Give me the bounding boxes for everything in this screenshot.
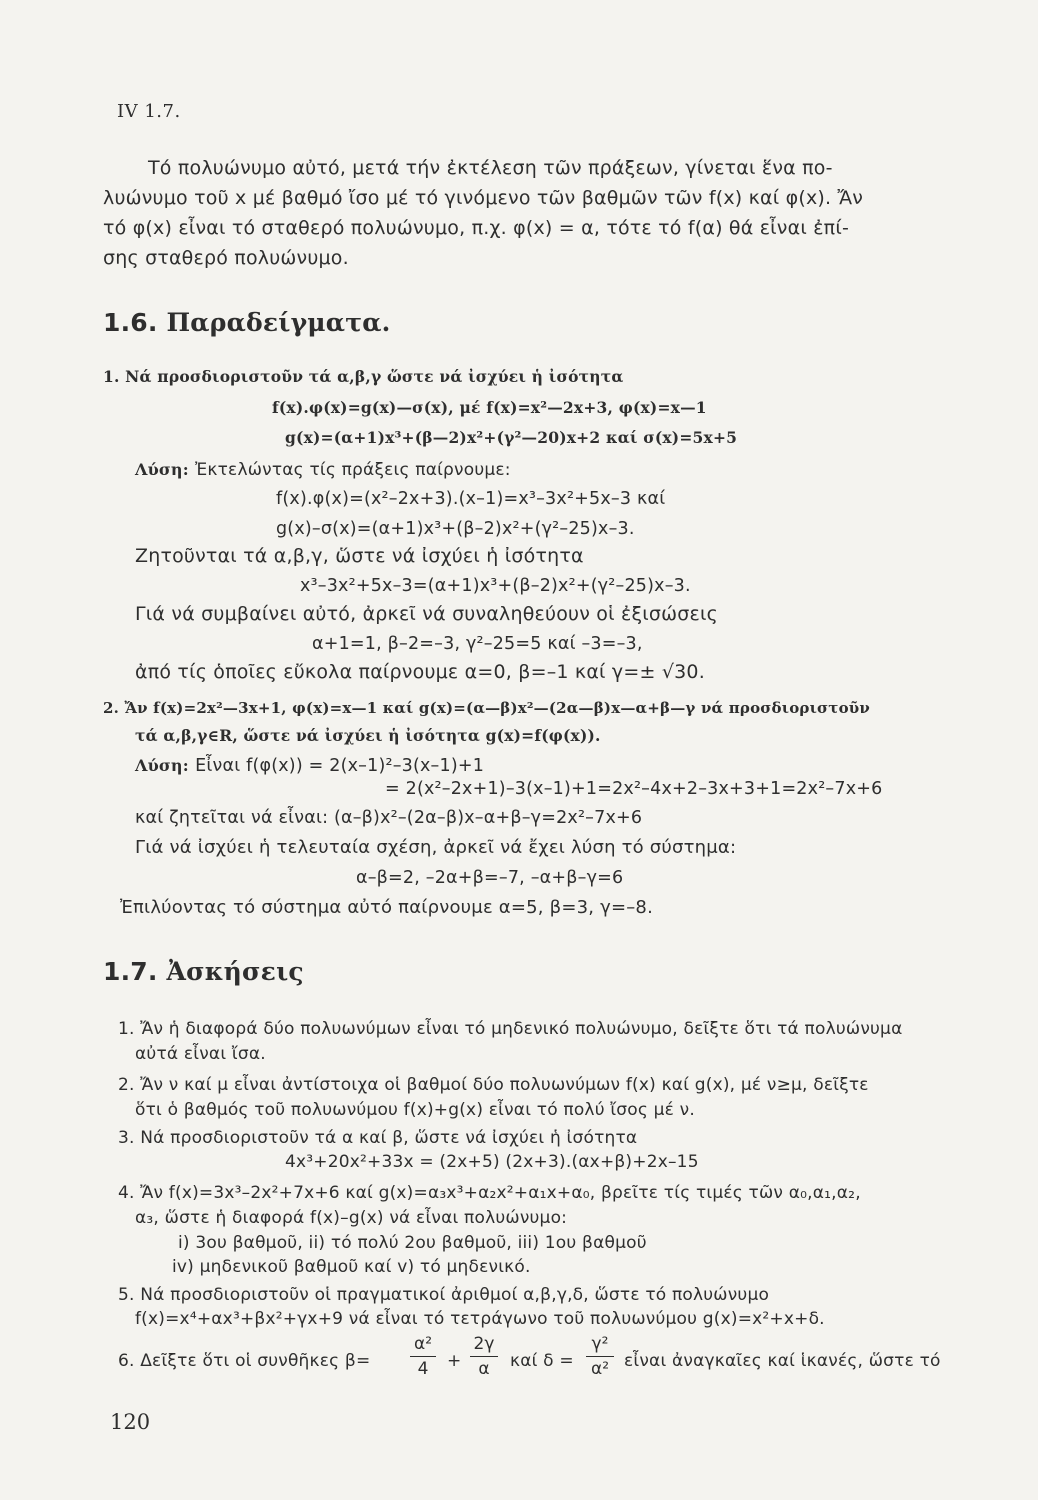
example-2-result: Ἐπιλύοντας τό σύστημα αὐτό παίρνουμε α=5, β=3, γ=–8. (120, 897, 654, 918)
fraction-alpha-squared-over-4 (410, 1334, 436, 1379)
solution-text: Εἶναι f(φ(x)) = 2(x–1)²–3(x–1)+1 (195, 756, 485, 776)
example-1-solution (135, 457, 511, 482)
example-1-identity: x³–3x²+5x–3=(α+1)x³+(β–2)x²+(γ²–25)x–3. (300, 576, 691, 596)
example-1-result: ἀπό τίς ὁποῖες εὔκολα παίρνουμε α=0, β=–1 καί γ=± √30. (135, 661, 705, 683)
exercise-4-line-1: 4. Ἄν f(x)=3x³–2x²+7x+6 καί g(x)=α₃x³+α₂x²+α₁x+α₀, βρεῖτε τίς τιμές τῶν α₀,α₁,α₂, (118, 1183, 861, 1203)
exercise-3-identity: 4x³+20x²+33x = (2x+5) (2x+3).(αx+β)+2x–15 (285, 1152, 699, 1172)
example-2-system: α–β=2, –2α+β=–7, –α+β–γ=6 (356, 868, 624, 888)
exercise-2-line-2: ὅτι ὁ βαθμός τοῦ πολυωνύμου f(x)+g(x) εἶναι τό πολύ ἴσος μέ ν. (135, 1100, 695, 1120)
solution-label: Λύση: (135, 756, 189, 775)
exercise-4-line-2: α₃, ὥστε ἡ διαφορά f(x)–g(x) νά εἶναι πολυώνυμο: (135, 1208, 568, 1228)
exercise-5-line-1: 5. Νά προσδιοριστοῦν οἱ πραγματικοί ἀριθμοί α,β,γ,δ, ὥστε τό πολυώνυμο (118, 1285, 770, 1305)
chapter-reference: IV 1.7. (117, 101, 181, 122)
fraction-gamma-squared-over-alpha-squared (586, 1334, 614, 1379)
exercise-2-line-1: 2. Ἄν ν καί μ εἶναι ἀντίστοιχα οἱ βαθμοί δύο πολυωνύμων f(x) καί g(x), μέ ν≥μ, δεῖξτε (118, 1075, 869, 1095)
exercise-6-tail: εἶναι ἀναγκαῖες καί ἱκανές, ὥστε τό (624, 1351, 941, 1371)
fraction-numerator: α² (413, 1334, 433, 1354)
fraction-bar (470, 1356, 498, 1357)
example-1-seek: Ζητοῦνται τά α,β,γ, ὥστε νά ἰσχύει ἡ ἰσότητα (135, 545, 584, 567)
section-title: Παραδείγματα. (166, 308, 391, 337)
section-title: Ἀσκήσεις (166, 957, 304, 986)
example-1-calc-2: g(x)–σ(x)=(α+1)x³+(β–2)x²+(γ²–25)x–3. (276, 519, 635, 539)
example-2-statement-1: 2. Ἄν f(x)=2x²—3x+1, φ(x)=x—1 καί g(x)=(α—β)x²—(2α—β)x—α+β—γ νά προσδιοριστοῦν (103, 699, 871, 717)
example-1-equations: α+1=1, β–2=–3, γ²–25=5 καί –3=–3, (312, 634, 643, 654)
section-number: 1.7. (103, 957, 158, 986)
solution-label: Λύση: (135, 460, 189, 479)
example-2-calc-2: = 2(x²–2x+1)–3(x–1)+1=2x²–4x+2–3x+3+1=2x²–7x+6 (385, 779, 883, 799)
fraction-denominator: α² (590, 1359, 610, 1379)
intro-line-3: τό φ(x) εἶναι τό σταθερό πολυώνυμο, π.χ. φ(x) = α, τότε τό f(α) θά εἶναι ἐπί- (103, 217, 850, 239)
exercise-3-line-1: 3. Νά προσδιοριστοῦν τά α καί β, ὥστε νά ἰσχύει ἡ ἰσότητα (118, 1128, 638, 1148)
example-1-statement: 1. Νά προσδιοριστοῦν τά α,β,γ ὥστε νά ἰσχύει ἡ ἰσότητα (103, 367, 624, 386)
exercise-6-mid: καί δ = (510, 1351, 574, 1371)
example-1-calc-1: f(x).φ(x)=(x²–2x+3).(x–1)=x³–3x²+5x–3 καί (276, 489, 666, 509)
exercise-6-lead: 6. Δεῖξτε ὅτι οἱ συνθῆκες β= (118, 1351, 371, 1371)
intro-line-2: λυώνυμο τοῦ x μέ βαθμό ἴσο μέ τό γινόμενο τῶν βαθμῶν τῶν f(x) καί φ(x). Ἄν (103, 187, 864, 209)
section-examples-heading (103, 308, 391, 338)
example-2-statement-2: τά α,β,γ∈R, ὥστε νά ἰσχύει ἡ ἰσότητα g(x)=f(φ(x)). (135, 726, 601, 745)
fraction-numerator: 2γ (473, 1334, 495, 1354)
example-2-required: καί ζητεῖται νά εἶναι: (α–β)x²–(2α–β)x–α+β–γ=2x²–7x+6 (135, 808, 643, 828)
fraction-denominator: 4 (417, 1359, 429, 1379)
exercise-4-line-3: i) 3ου βαθμοῦ, ii) τό πολύ 2ου βαθμοῦ, iii) 1ου βαθμοῦ (178, 1233, 647, 1253)
intro-line-4: σης σταθερό πολυώνυμο. (103, 247, 349, 269)
example-1-given-2: g(x)=(α+1)x³+(β—2)x²+(γ²—20)x+2 καί σ(x)=5x+5 (285, 428, 738, 447)
section-number: 1.6. (103, 308, 158, 337)
exercise-4-line-4: iv) μηδενικοῦ βαθμοῦ καί v) τό μηδενικό. (172, 1257, 531, 1277)
example-1-given-1: f(x).φ(x)=g(x)—σ(x), μέ f(x)=x²—2x+3, φ(x)=x—1 (272, 398, 707, 417)
page-number: 120 (110, 1410, 151, 1434)
example-2-solution (135, 753, 484, 778)
fraction-bar (586, 1356, 614, 1357)
fraction-numerator: γ² (591, 1334, 609, 1354)
exercise-6-plus: + (447, 1351, 462, 1371)
example-2-condition: Γιά νά ἰσχύει ἡ τελευταία σχέση, ἀρκεῖ νά ἔχει λύση τό σύστημα: (135, 837, 737, 858)
fraction-denominator: α (478, 1359, 490, 1379)
fraction-2gamma-over-alpha (470, 1334, 498, 1379)
exercise-1-line-1: 1. Ἄν ἡ διαφορά δύο πολυωνύμων εἶναι τό μηδενικό πολυώνυμο, δεῖξτε ὅτι τά πολυώνυμα (118, 1019, 903, 1039)
fraction-bar (410, 1356, 436, 1357)
exercise-5-line-2: f(x)=x⁴+αx³+βx²+γx+9 νά εἶναι τό τετράγωνο τοῦ πολυωνύμου g(x)=x²+x+δ. (135, 1309, 825, 1329)
exercise-1-line-2: αὐτά εἶναι ἴσα. (135, 1044, 266, 1064)
solution-text: Ἐκτελώντας τίς πράξεις παίρνουμε: (195, 460, 511, 480)
intro-line-1: Τό πολυώνυμο αὐτό, μετά τήν ἐκτέλεση τῶν πράξεων, γίνεται ἕνα πο- (148, 157, 833, 179)
section-exercises-heading (103, 957, 304, 987)
example-1-condition: Γιά νά συμβαίνει αὐτό, ἀρκεῖ νά συναληθεύουν οἱ ἐξισώσεις (135, 603, 718, 625)
